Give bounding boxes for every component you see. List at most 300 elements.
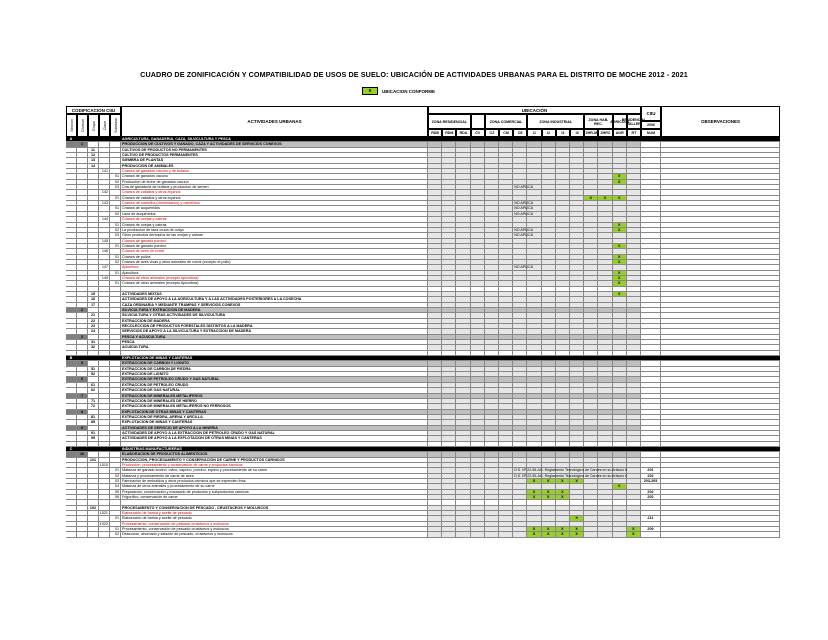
zone-cell: [442, 329, 456, 333]
code-cell: [88, 180, 99, 184]
zone-cell: [584, 394, 598, 398]
code-cell: [99, 281, 110, 285]
ciiu-num: [641, 500, 661, 504]
zone-cell: [456, 308, 470, 312]
zone-cell: [442, 511, 456, 515]
code-cell: [99, 458, 110, 462]
zone-cell: [613, 324, 627, 328]
zone-cell: [570, 431, 584, 435]
zone-cell: [513, 297, 527, 301]
zone-cell: [456, 495, 470, 499]
zone-cell: [499, 148, 513, 152]
code-cell: C: [66, 447, 77, 451]
zone-cell: [570, 158, 584, 162]
code-cell: 149: [99, 276, 110, 280]
code-cell: [66, 249, 77, 253]
activity-name: Procesamiento, conservación de pescado crustáceos y moluscos: [121, 522, 428, 526]
zone-cell: [570, 420, 584, 424]
zone-cell: [627, 244, 641, 248]
zone-cell: [527, 329, 541, 333]
zone-cell: [485, 420, 499, 424]
zone-cell: [556, 335, 570, 339]
zone-cell: [542, 335, 556, 339]
zone-cell: [471, 303, 485, 307]
code-cell: [77, 206, 88, 210]
code-cell: 61: [88, 383, 99, 387]
activity-name: SIEMBRA DE PLANTAS: [121, 158, 428, 162]
zone-cell: [627, 516, 641, 520]
zone-cell: [428, 196, 442, 200]
conforme-cell: X: [542, 527, 556, 531]
zone-cell: [428, 164, 442, 168]
zone-cell: [513, 292, 527, 296]
zone-cell: [485, 458, 499, 462]
zone-cell: [527, 345, 541, 349]
zone-cell: [471, 233, 485, 237]
code-cell: [88, 511, 99, 515]
observation-cell: [661, 303, 780, 307]
observation-cell: [661, 388, 780, 392]
code-cell: [88, 452, 99, 456]
zone-cell: [428, 410, 442, 414]
code-cell: [110, 383, 121, 387]
ciiu-num: [641, 388, 661, 392]
zone-cell: [499, 356, 513, 360]
zone-cell: [527, 297, 541, 301]
zone-cell: [570, 153, 584, 157]
table-row: [66, 532, 780, 537]
zone-cell: [542, 394, 556, 398]
header-zone: ZONA HAB. REC.: [584, 114, 612, 129]
code-cell: [110, 319, 121, 323]
zone-cell: [556, 372, 570, 376]
zone-cell: [613, 190, 627, 194]
zone-cell: [485, 196, 499, 200]
zone-cell: [499, 313, 513, 317]
zone-cell: [542, 436, 556, 440]
conforme-cell: X: [613, 260, 627, 264]
activity-name: Crianza de camellos (dromedarios) y camélidos: [121, 201, 428, 205]
zone-cell: [456, 335, 470, 339]
observation-cell: [661, 463, 780, 467]
zone-cell: [428, 313, 442, 317]
zone-cell: [556, 292, 570, 296]
zone-cell: [428, 239, 442, 243]
code-cell: [99, 377, 110, 381]
zone-cell: [442, 420, 456, 424]
code-cell: 03: [110, 233, 121, 237]
zone-cell: [428, 426, 442, 430]
zone-cell: [556, 169, 570, 173]
zone-cell: [556, 500, 570, 504]
zone-cell: [598, 174, 612, 178]
zone-cell: [584, 367, 598, 371]
zone-cell: [627, 522, 641, 526]
zone-cell: [598, 292, 612, 296]
zone-cell: [456, 340, 470, 344]
zone-cell: [542, 180, 556, 184]
code-cell: [110, 308, 121, 312]
zone-cell: [485, 452, 499, 456]
activity-name: PRODUCCION DE ANIMALES: [121, 164, 428, 168]
zone-cell: [513, 394, 527, 398]
header-zone: ZONA COMERCIAL: [485, 114, 528, 129]
observation-cell: [661, 479, 780, 483]
code-cell: [66, 345, 77, 349]
code-cell: [110, 313, 121, 317]
code-cell: [66, 484, 77, 488]
zone-cell: [613, 420, 627, 424]
zone-cell: [471, 415, 485, 419]
zone-cell: [428, 185, 442, 189]
zone-cell: [442, 361, 456, 365]
code-cell: 91: [88, 431, 99, 435]
code-cell: [110, 153, 121, 157]
zone-cell: [556, 394, 570, 398]
zone-cell: [485, 244, 499, 248]
zone-cell: [485, 319, 499, 323]
zone-cell: [613, 447, 627, 451]
zone-cell: [570, 142, 584, 146]
zone-cell: [527, 522, 541, 526]
code-cell: [77, 527, 88, 531]
ciiu-num: [641, 415, 661, 419]
zone-cell: [513, 271, 527, 275]
zone-cell: [499, 447, 513, 451]
zone-cell: [613, 303, 627, 307]
zone-cell: [570, 271, 584, 275]
ciiu-num: [641, 324, 661, 328]
zone-cell: [584, 495, 598, 499]
code-cell: [99, 394, 110, 398]
ciiu-num: [641, 404, 661, 408]
zone-cell: [513, 463, 527, 467]
zone-cell: [471, 367, 485, 371]
zone-cell: [456, 324, 470, 328]
zone-cell: [471, 244, 485, 248]
header-observaciones: OBSERVACIONES: [661, 106, 780, 137]
zone-cell: [442, 137, 456, 141]
zone-cell: [513, 484, 527, 488]
code-cell: 1: [77, 142, 88, 146]
zone-cell: [527, 340, 541, 344]
activity-name: Crianza de ovejas y cabras: [121, 217, 428, 221]
zone-cell: [456, 522, 470, 526]
observation-cell: [661, 356, 780, 360]
activity-name: CULTIVO DE PRODUCTOS PERMANENTES: [121, 153, 428, 157]
zone-cell: [499, 388, 513, 392]
conforme-cell: X: [527, 479, 541, 483]
code-cell: [99, 271, 110, 275]
zone-cell: [456, 516, 470, 520]
zone-cell: [442, 506, 456, 510]
activity-name: Produccion de leche de ganados vacuno: [121, 180, 428, 184]
conforme-cell: X: [613, 271, 627, 275]
zone-cell: [584, 292, 598, 296]
zone-cell: [499, 212, 513, 216]
code-cell: [66, 463, 77, 467]
zone-cell: [471, 484, 485, 488]
zone-cell: [499, 303, 513, 307]
code-cell: [110, 324, 121, 328]
header-zone-col: RT: [627, 129, 641, 137]
code-cell: [110, 463, 121, 467]
zone-cell: [527, 506, 541, 510]
zone-cell: [584, 404, 598, 408]
zone-cell: [485, 415, 499, 419]
zone-cell: [471, 260, 485, 264]
zone-cell: [584, 431, 598, 435]
zone-cell: [485, 383, 499, 387]
zone-cell: [627, 281, 641, 285]
zone-cell: [442, 426, 456, 430]
zone-cell: [556, 297, 570, 301]
zone-cell: [584, 388, 598, 392]
zone-cell: [584, 180, 598, 184]
zone-cell: [527, 281, 541, 285]
zone-cell: [527, 276, 541, 280]
zone-cell: [456, 303, 470, 307]
zone-cell: [570, 303, 584, 307]
zone-cell: [598, 420, 612, 424]
zone-cell: [456, 394, 470, 398]
code-cell: [88, 500, 99, 504]
code-cell: [66, 329, 77, 333]
code-cell: [66, 303, 77, 307]
ciiu-num: [641, 532, 661, 536]
code-cell: [99, 436, 110, 440]
zone-cell: [584, 313, 598, 317]
zone-cell: [556, 511, 570, 515]
ciiu-num: [641, 271, 661, 275]
zone-cell: [570, 164, 584, 168]
code-cell: [77, 372, 88, 376]
code-cell: [77, 292, 88, 296]
ciiu-num: [641, 164, 661, 168]
zone-cell: [499, 458, 513, 462]
code-cell: [77, 185, 88, 189]
code-cell: [88, 249, 99, 253]
zone-cell: [485, 500, 499, 504]
code-cell: [77, 436, 88, 440]
code-cell: [66, 292, 77, 296]
zone-cell: [471, 201, 485, 205]
code-cell: [88, 516, 99, 520]
zone-cell: [442, 292, 456, 296]
activity-name: Crianza de caballos y otros equinos: [121, 190, 428, 194]
code-cell: [77, 431, 88, 435]
zone-cell: [598, 372, 612, 376]
zone-cell: [499, 511, 513, 515]
code-cell: [66, 377, 77, 381]
zone-cell: [499, 410, 513, 414]
code-cell: [88, 196, 99, 200]
code-cell: [88, 255, 99, 259]
zone-cell: [556, 142, 570, 146]
code-cell: [110, 169, 121, 173]
zone-cell: [598, 239, 612, 243]
ciiu-num: [641, 377, 661, 381]
zone-cell: [627, 442, 641, 446]
code-cell: [99, 153, 110, 157]
code-cell: [66, 297, 77, 301]
header-zone-col: I1: [527, 129, 541, 137]
code-cell: [99, 324, 110, 328]
observation-cell: [661, 158, 780, 162]
zone-cell: [499, 308, 513, 312]
zone-cell: [613, 335, 627, 339]
zone-cell: [556, 340, 570, 344]
zone-cell: [627, 292, 641, 296]
zone-cell: [456, 474, 470, 478]
zone-cell: [456, 361, 470, 365]
zone-cell: [584, 426, 598, 430]
zone-cell: [556, 239, 570, 243]
code-cell: [66, 319, 77, 323]
zone-cell: [485, 410, 499, 414]
zone-cell: [570, 506, 584, 510]
zone-cell: [513, 196, 527, 200]
code-cell: [99, 495, 110, 499]
zone-cell: [598, 148, 612, 152]
zone-cell: [527, 324, 541, 328]
ciiu-num: [641, 169, 661, 173]
zone-cell: [584, 372, 598, 376]
zone-cell: [598, 153, 612, 157]
code-cell: 6: [77, 377, 88, 381]
zone-cell: [584, 463, 598, 467]
zone-cell: [428, 255, 442, 259]
zone-cell: [428, 212, 442, 216]
code-cell: [77, 479, 88, 483]
code-cell: [110, 436, 121, 440]
code-cell: [99, 228, 110, 232]
zone-cell: [485, 190, 499, 194]
zone-cell: [442, 185, 456, 189]
ciiu-num: [641, 458, 661, 462]
zone-cell: [499, 142, 513, 146]
zone-cell: [627, 420, 641, 424]
zone-cell: [627, 137, 641, 141]
zone-cell: [598, 356, 612, 360]
code-cell: 144: [99, 217, 110, 221]
zone-cell: [428, 500, 442, 504]
zone-cell: [627, 511, 641, 515]
observation-cell: [661, 142, 780, 146]
zone-cell: [527, 303, 541, 307]
zone-cell: [556, 180, 570, 184]
zone-cell: [442, 180, 456, 184]
zone-cell: [598, 164, 612, 168]
code-cell: [66, 474, 77, 478]
observation-cell: [661, 377, 780, 381]
conforme-cell: X: [613, 281, 627, 285]
activity-name: [121, 500, 428, 504]
zone-cell: [527, 463, 541, 467]
activity-name: EXTRACCION DE PETROLEO CRUDO: [121, 383, 428, 387]
code-cell: [110, 148, 121, 152]
zone-cell: [513, 190, 527, 194]
code-cell: [66, 265, 77, 269]
zone-cell: [556, 148, 570, 152]
code-cell: 52: [88, 372, 99, 376]
zone-cell: [627, 303, 641, 307]
activity-name: Crianza de pollos: [121, 255, 428, 259]
code-cell: [77, 474, 88, 478]
code-cell: [77, 500, 88, 504]
observation-cell: [661, 394, 780, 398]
ciiu-num: [641, 426, 661, 430]
zone-cell: [598, 458, 612, 462]
header-zone-col: RDA: [456, 129, 470, 137]
code-cell: [77, 260, 88, 264]
zone-cell: [499, 287, 513, 291]
zone-cell: [456, 356, 470, 360]
conforme-cell: X: [527, 490, 541, 494]
code-cell: [110, 410, 121, 414]
observation-cell: [661, 244, 780, 248]
code-cell: [99, 484, 110, 488]
activity-name: Elaboración de harina y aceite de pescado: [121, 516, 428, 520]
code-cell: [77, 158, 88, 162]
zone-cell: [542, 410, 556, 414]
zone-cell: [499, 185, 513, 189]
ciiu-num: [641, 442, 661, 446]
zone-cell: [499, 426, 513, 430]
zone-cell: [556, 506, 570, 510]
code-cell: 16: [88, 297, 99, 301]
zone-cell: [485, 431, 499, 435]
observation-cell: [661, 206, 780, 210]
zone-cell: [485, 239, 499, 243]
zone-cell: [442, 372, 456, 376]
ciiu-num: [641, 244, 661, 248]
ciiu-num: [641, 506, 661, 510]
conforme-cell: X: [613, 223, 627, 227]
code-cell: [77, 271, 88, 275]
zone-cell: [570, 356, 584, 360]
zone-cell: [471, 335, 485, 339]
zone-cell: [471, 388, 485, 392]
zone-cell: [570, 217, 584, 221]
code-cell: [110, 329, 121, 333]
zone-cell: [627, 399, 641, 403]
code-cell: 11: [88, 148, 99, 152]
zone-cell: [527, 447, 541, 451]
ciiu-num: [641, 308, 661, 312]
zone-cell: [442, 308, 456, 312]
zone-cell: [527, 431, 541, 435]
zone-cell: [442, 458, 456, 462]
code-cell: [88, 223, 99, 227]
code-cell: 71: [88, 399, 99, 403]
activity-name: Crianza de aves de corral: [121, 249, 428, 253]
zone-cell: [513, 142, 527, 146]
code-cell: [99, 340, 110, 344]
code-cell: 01: [110, 174, 121, 178]
code-cell: [66, 361, 77, 365]
zone-cell: [627, 415, 641, 419]
zone-cell: [556, 367, 570, 371]
code-cell: [77, 388, 88, 392]
zone-cell: [499, 217, 513, 221]
zone-cell: [598, 399, 612, 403]
zone-cell: [428, 244, 442, 248]
zone-cell: [442, 142, 456, 146]
zone-cell: [471, 228, 485, 232]
zone-cell: [485, 522, 499, 526]
zone-cell: [556, 431, 570, 435]
